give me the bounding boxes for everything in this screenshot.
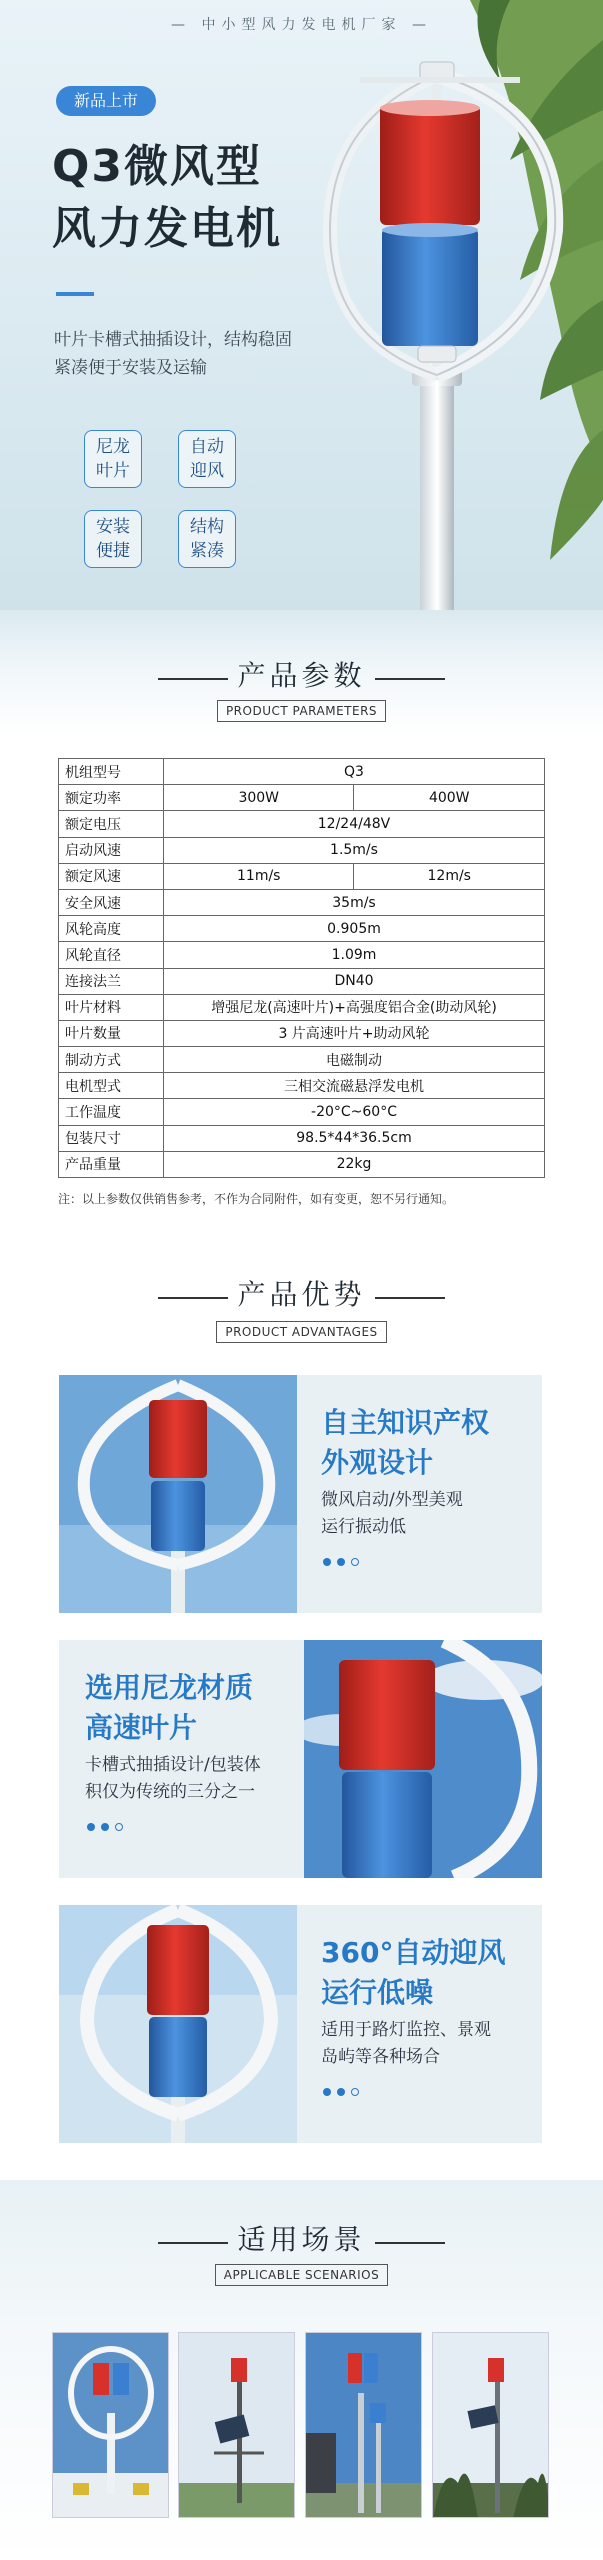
spec-row bbox=[59, 811, 545, 837]
spec-key: 启动风速 bbox=[59, 837, 164, 863]
parameters-title: 产品参数 bbox=[237, 659, 366, 692]
advantage-desc-1b: 运行振动低 bbox=[321, 1517, 406, 1537]
spec-row bbox=[59, 942, 545, 968]
spec-table bbox=[58, 758, 545, 1178]
spec-value: 12/24/48V bbox=[164, 811, 545, 837]
advantage-title-1a: 自主知识产权 bbox=[321, 1406, 490, 1439]
hero-title-line2: 风力发电机 bbox=[52, 203, 282, 254]
scenarios-subtitle: APPLICABLE SCENARIOS bbox=[215, 2264, 389, 2286]
spec-value: 11m/s bbox=[164, 863, 354, 889]
spec-key: 工作温度 bbox=[59, 1099, 164, 1125]
spec-value: Q3 bbox=[164, 759, 545, 785]
spec-value: 12m/s bbox=[354, 863, 545, 889]
spec-key: 产品重量 bbox=[59, 1151, 164, 1177]
heading-rule-left bbox=[158, 678, 228, 680]
advantages-subtitle: PRODUCT ADVANTAGES bbox=[216, 1321, 386, 1343]
spec-key: 额定风速 bbox=[59, 863, 164, 889]
advantage-card-1 bbox=[59, 1375, 542, 1613]
spec-value: 400W bbox=[354, 785, 545, 811]
advantage-title-2b: 高速叶片 bbox=[85, 1711, 198, 1744]
spec-value: 22kg bbox=[164, 1151, 545, 1177]
scenarios-title: 适用场景 bbox=[237, 2223, 366, 2256]
feature-compact: 结构 紧凑 bbox=[178, 510, 236, 568]
advantage-card-3 bbox=[59, 1905, 542, 2143]
spec-value: DN40 bbox=[164, 968, 545, 994]
spec-value: 增强尼龙(高速叶片)+高强度铝合金(助动风轮) bbox=[164, 994, 545, 1020]
parameters-subtitle: PRODUCT PARAMETERS bbox=[217, 700, 386, 722]
spec-row bbox=[59, 863, 545, 889]
spec-key: 连接法兰 bbox=[59, 968, 164, 994]
spec-row bbox=[59, 1020, 545, 1046]
scenarios-section bbox=[0, 2180, 603, 2560]
advantages-title: 产品优势 bbox=[237, 1278, 366, 1311]
spec-row bbox=[59, 968, 545, 994]
spec-key: 风轮高度 bbox=[59, 916, 164, 942]
advantage-image-2 bbox=[304, 1640, 542, 1878]
hero-description: 叶片卡槽式抽插设计，结构稳固紧凑便于安装及运输 bbox=[54, 330, 292, 378]
spec-row bbox=[59, 1047, 545, 1073]
spec-value: 300W bbox=[164, 785, 354, 811]
spec-key: 叶片数量 bbox=[59, 1020, 164, 1046]
spec-value: 35m/s bbox=[164, 889, 545, 915]
advantage-desc-1a: 微风启动/外型美观 bbox=[321, 1490, 463, 1510]
heading-rule-right bbox=[375, 2242, 445, 2244]
decor-dots bbox=[323, 1551, 365, 1561]
scenario-photo-1 bbox=[52, 2332, 169, 2518]
advantage-desc-3b: 岛屿等各种场合 bbox=[321, 2047, 440, 2067]
heading-rule-right bbox=[375, 678, 445, 680]
spec-row bbox=[59, 1151, 545, 1177]
advantage-desc-2a: 卡槽式抽插设计/包装体 bbox=[85, 1755, 261, 1775]
spec-row bbox=[59, 759, 545, 785]
heading-rule-left bbox=[158, 2242, 228, 2244]
decor-dots bbox=[323, 2081, 365, 2091]
spec-row bbox=[59, 785, 545, 811]
spec-key: 电机型式 bbox=[59, 1073, 164, 1099]
spec-value: 0.905m bbox=[164, 916, 545, 942]
advantage-desc-2b: 积仅为传统的三分之一 bbox=[85, 1782, 255, 1802]
spec-value: -20°C~60°C bbox=[164, 1099, 545, 1125]
spec-key: 制动方式 bbox=[59, 1047, 164, 1073]
spec-key: 包装尺寸 bbox=[59, 1125, 164, 1151]
parameters-note: 注：以上参数仅供销售参考，不作为合同附件，如有变更，恕不另行通知。 bbox=[58, 1192, 455, 1206]
spec-row bbox=[59, 1125, 545, 1151]
spec-value: 1.09m bbox=[164, 942, 545, 968]
scenario-photo-4 bbox=[432, 2332, 549, 2518]
spec-key: 额定电压 bbox=[59, 811, 164, 837]
hero-title-line1: Q3微风型 bbox=[52, 141, 263, 192]
advantage-image-3 bbox=[59, 1905, 297, 2143]
spec-value: 98.5*44*36.5cm bbox=[164, 1125, 545, 1151]
scenario-photo-2 bbox=[178, 2332, 295, 2518]
accent-bar bbox=[56, 292, 94, 296]
spec-key: 风轮直径 bbox=[59, 942, 164, 968]
advantage-image-1 bbox=[59, 1375, 297, 1613]
spec-key: 额定功率 bbox=[59, 785, 164, 811]
advantage-title-3b: 运行低噪 bbox=[321, 1976, 434, 2009]
spec-key: 机组型号 bbox=[59, 759, 164, 785]
advantage-desc-3a: 适用于路灯监控、景观 bbox=[321, 2020, 491, 2040]
decor-dots bbox=[87, 1816, 129, 1826]
spec-value: 1.5m/s bbox=[164, 837, 545, 863]
spec-row bbox=[59, 994, 545, 1020]
hero-tagline: — 中小型风力发电机厂家 — bbox=[171, 17, 432, 33]
spec-row bbox=[59, 889, 545, 915]
heading-rule-right bbox=[375, 1297, 445, 1299]
advantage-title-1b: 外观设计 bbox=[321, 1446, 434, 1479]
scenario-photo-3 bbox=[305, 2332, 422, 2518]
advantage-card-2 bbox=[59, 1640, 542, 1878]
advantage-title-2a: 选用尼龙材质 bbox=[85, 1671, 254, 1704]
spec-row bbox=[59, 916, 545, 942]
spec-value: 电磁制动 bbox=[164, 1047, 545, 1073]
spec-key: 安全风速 bbox=[59, 889, 164, 915]
heading-rule-left bbox=[158, 1297, 228, 1299]
parameters-section bbox=[0, 610, 603, 1225]
spec-row bbox=[59, 1073, 545, 1099]
hero-banner bbox=[0, 0, 603, 610]
new-product-badge: 新品上市 bbox=[56, 86, 156, 116]
hero-title bbox=[52, 136, 282, 260]
spec-value: 三相交流磁悬浮发电机 bbox=[164, 1073, 545, 1099]
advantages-section bbox=[0, 1225, 603, 2180]
spec-value: 3 片高速叶片+助动风轮 bbox=[164, 1020, 545, 1046]
spec-key: 叶片材料 bbox=[59, 994, 164, 1020]
spec-row bbox=[59, 837, 545, 863]
spec-row bbox=[59, 1099, 545, 1125]
feature-nylon-blade: 尼龙 叶片 bbox=[84, 430, 142, 488]
advantage-title-3a: 360°自动迎风 bbox=[321, 1936, 506, 1969]
feature-auto-yaw: 自动 迎风 bbox=[178, 430, 236, 488]
parameters-heading bbox=[0, 654, 603, 694]
feature-easy-install: 安装 便捷 bbox=[84, 510, 142, 568]
